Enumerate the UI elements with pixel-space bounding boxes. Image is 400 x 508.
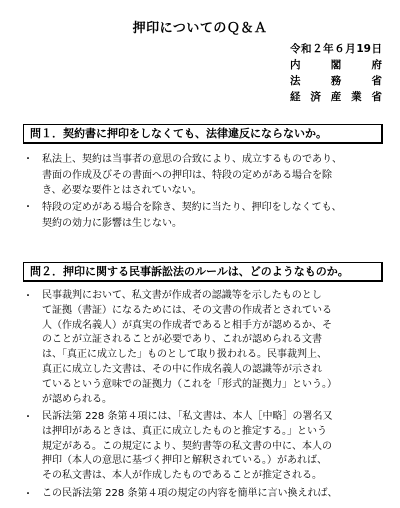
text-line: 押印（本人の意思に基づく押印と解釈されている。）があれば、: [42, 455, 327, 467]
text-line: その私文書は、本人が作成したものであることが推定される。: [42, 470, 322, 482]
text-line: この民訴法第 228 条第４項の規定の内容を簡単に言い換えれば、: [42, 488, 338, 499]
bullet-marker: ・: [23, 291, 33, 302]
answer-2-bullet-3: [42, 487, 337, 502]
issuer-cabinet-office: 内 閣 府: [290, 59, 382, 71]
text-line: のことが立証されることが必要であり、これが認められる文書: [42, 334, 322, 346]
text-line: は、「真正に成立した」ものとして取り扱われる。民事裁判上、: [42, 349, 327, 361]
text-line: 契約の効力に影響は生じない。: [42, 217, 182, 229]
answer-2-bullet-1: [42, 289, 337, 407]
issue-date: 令和２年６月19日: [290, 43, 382, 55]
text-line: が認められる。: [42, 393, 112, 405]
document-title: 押印についてのＱ＆Ａ: [132, 21, 268, 36]
text-line: 書面の作成及びその書面への押印は、特段の定めがある場合を除: [42, 169, 332, 181]
bullet-marker: ・: [23, 489, 33, 500]
issuer-ministry-of-justice: 法 務 省: [290, 75, 382, 87]
answer-1-bullet-1: [42, 152, 342, 199]
bullet-marker: ・: [23, 412, 33, 423]
text-line: て証拠（書証）になるためには、その文書の作成者とされている: [42, 304, 332, 316]
text-line: 特段の定めがある場合を除き、契約に当たり、押印をしなくても、: [42, 202, 342, 213]
text-line: 人（作成名義人）が真実の作成者であると相手方が認めるか、そ: [42, 319, 332, 331]
bullet-marker: ・: [23, 154, 33, 165]
bullet-marker: ・: [23, 202, 33, 213]
question-1-heading: 問１．契約書に押印をしなくても、法律違反にならないか。: [23, 124, 383, 144]
text-line: 民訴法第 228 条第４項には、「私文書は、本人［中略］の署名又: [42, 411, 333, 422]
text-line: き、必要な要件とはされていない。: [42, 185, 202, 196]
issuer-ministry-of-economy: 経 済 産 業 省: [290, 91, 382, 103]
text-line: ているという意味での証拠力（これを「形式的証拠力」という。）: [42, 378, 337, 390]
text-line: 民事裁判において、私文書が作成者の認識等を示したものとし: [42, 290, 322, 301]
text-line: は押印があるときは、真正に成立したものと推定する。」という: [42, 425, 327, 437]
text-line: 私法上、契約は当事者の意思の合致により、成立するものであり、: [42, 154, 342, 165]
question-2-heading: 問２．押印に関する民事訴訟法のルールは、どのようなものか。: [23, 262, 383, 282]
answer-1-bullet-2: [42, 200, 342, 231]
text-line: 規定がある。この規定により、契約書等の私文書の中に、本人の: [42, 440, 332, 452]
text-line: 真正に成立した文書は、その中に作成名義人の認識等が示され: [42, 363, 322, 375]
answer-2-bullet-2: [42, 410, 332, 484]
